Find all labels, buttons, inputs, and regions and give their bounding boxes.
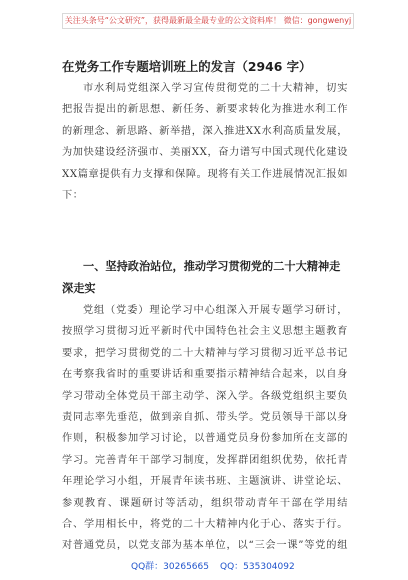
- intro-paragraph: 市水利局党组深入学习宣传贯彻党的二十大精神，切实把报告提出的新思想、新任务、新要求转化为推进水利工作的新理念、新思路、新举措，深入推进XX水利高质量发展，为加快建设经济强市、美丽XX，奋力谱写中国式现代化建设XX篇章提供有力支撑和保障。现将有关工作进展情况汇报如下：: [62, 83, 348, 202]
- body-paragraph: 党组（党委）理论学习中心组深入开展专题学习研讨，按照学习贯彻习近平新时代中国特色社会主义思想主题教育要求，把学习贯彻党的二十大精神与学习贯彻习近平总书记在考察我省时的重要讲话和重要指示精神结合起来，以自身学习带动全体党员干部主动学、深入学。各级党组织主要负责同志率先垂范，做到亲自抓、带头学。党员领导干部以身作则，积极参加学习讨论，以普通党员身份参加所在支部的学习。完善青年干部学习制度，发挥群团组织优势，依托青年理论学习小组，开展青年读书班、主题演讲、讲堂论坛、参观教育、课题研讨等活动，组织带动青年干部在学用结合、学用相长中，将党的二十大精神内化于心、落实于行。对普通党员，以党支部为基本单位，以“三会一课”等党的组: [62, 305, 348, 552]
- footer: [0, 560, 408, 574]
- document-title: 在党务工作专题培训班上的发言（2946 字）: [62, 59, 312, 74]
- section-heading: 一、坚持政治站位，推动学习贯彻党的二十大精神走深走实: [62, 260, 341, 295]
- top-banner: 关注头条号“公文研究”，获得最新最全最专业的公文资料库！ 微信：gongwenyj: [62, 13, 354, 29]
- footer-qq: QQ：535304092: [220, 562, 295, 572]
- footer-qq-group: QQ群：30265665: [131, 562, 209, 572]
